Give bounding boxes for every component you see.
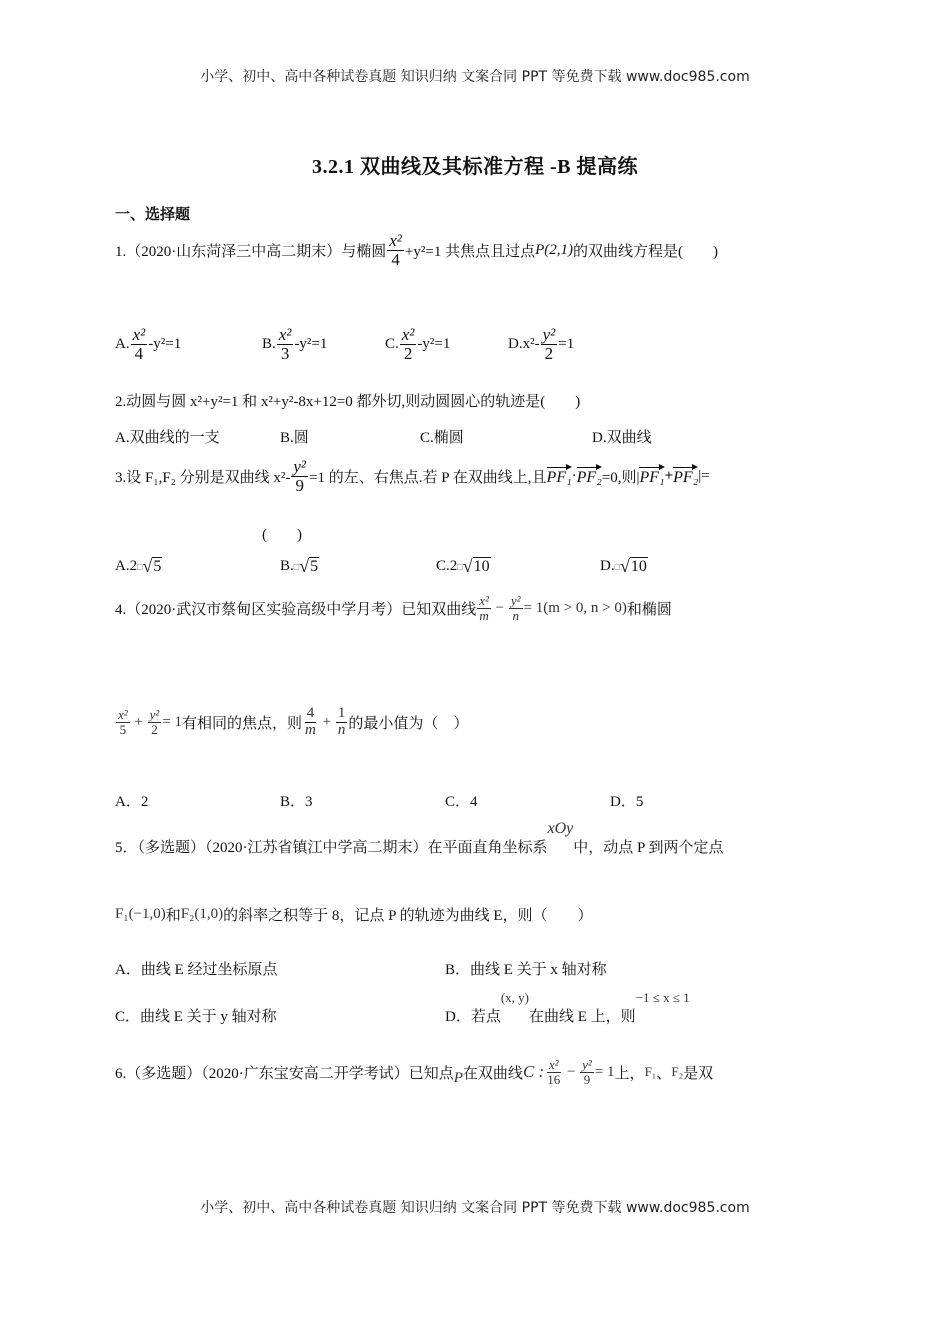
page-footer: 小学、初中、高中各种试卷真题 知识归纳 文案合同 PPT 等免费下载 www.doc985.com	[200, 1200, 750, 1216]
question-4: 4.（2020·武汉市蔡甸区实验高级中学月考）已知双曲线 $\frac{\text{x²}}{m}$ − $\frac{\text{y²}}{n}$ = 1(m > 0, n > 0) 和椭圆	[115, 593, 672, 623]
q2-option-a: A.双曲线的一支	[115, 430, 220, 446]
q4-option-a: A．2	[115, 794, 149, 810]
vector-pf1-sum: PF₁	[639, 465, 664, 487]
q1-option-b: B. $\frac{\text{x²}}{3}$ -y²=1	[262, 325, 328, 363]
q5-point-f2: F₂(1,0)	[180, 906, 224, 922]
q3-option-a: A.2 □ √ 5	[115, 556, 162, 576]
q1-stem-pre: 1.（2020·山东菏泽三中高二期末）与椭圆	[115, 243, 387, 260]
q5-xoy: xOy	[547, 819, 574, 837]
q5-option-a: A．曲线 E 经过坐标原点	[115, 962, 278, 978]
q5-option-b: B．曲线 E 关于 x 轴对称	[445, 962, 607, 978]
q4-option-b: B．3	[280, 794, 313, 810]
question-5-line-2: F₁(−1,0) 和 F₂(1,0) 的斜率之积等于 8，记点 P 的轨迹为曲线 E，则（ ）	[115, 906, 593, 924]
question-4-line-2: $\frac{\text{x²}}{5}$ + $\frac{\text{y²}}{2}$ = 1 有相同的焦点，则 $\frac{4}{m}$ + $\frac{1}{n}$ 的最小值为（ ）	[115, 706, 468, 739]
q3-answer-paren: ( )	[262, 527, 302, 543]
q4-hyperbola-equation: $\frac{\text{x²}}{m}$ − $\frac{\text{y²}}{n}$ = 1(m > 0, n > 0)	[479, 593, 627, 623]
q5-inequality: −1 ≤ x ≤ 1	[635, 989, 690, 1005]
q3-option-c: C.2 □ √ 10	[436, 556, 490, 576]
page-title: 3.2.1 双曲线及其标准方程 -B 提高练	[312, 156, 638, 178]
q1-stem-post: 的双曲线方程是( )	[572, 243, 718, 260]
q4-option-d: D．5	[610, 794, 644, 810]
q4-ellipse-equation: $\frac{\text{x²}}{5}$ + $\frac{\text{y²}}{2}$ = 1	[118, 707, 183, 737]
q5-point-xy: (x, y)	[500, 989, 530, 1005]
question-3: 3.设 F₁,F₂ 分别是双曲线 x²- $\frac{\text{y²}}{9}$ =1 的左、右焦点.若 P 在双曲线上,且 PF₁ · PF₂ =0,则| PF₁ + PF₂ |=	[115, 457, 710, 495]
q1-option-c: C. $\frac{\text{x²}}{2}$ -y²=1	[385, 325, 451, 363]
q4-option-c: C．4	[445, 794, 478, 810]
section-heading: 一、选择题	[115, 207, 191, 223]
q3-fraction: $\frac{\text{y²}}{9}$	[293, 457, 307, 495]
q4-expression: $\frac{4}{m}$ + $\frac{1}{n}$	[305, 705, 346, 738]
q1-stem-mid: +y²=1 共焦点且过点	[404, 243, 536, 260]
q5-option-c: C．曲线 E 关于 y 轴对称	[115, 1009, 277, 1025]
q3-option-b: B. □ √ 5	[280, 556, 319, 576]
page-header: 小学、初中、高中各种试卷真题 知识归纳 文案合同 PPT 等免费下载 www.doc985.com	[200, 69, 750, 85]
q2-option-d: D.双曲线	[592, 430, 652, 446]
q1-option-d: D.x²- $\frac{\text{y²}}{2}$ =1	[508, 325, 575, 363]
question-1	[115, 232, 718, 269]
vector-pf2-sum: PF₂	[673, 465, 698, 487]
q1-fraction: $\frac{\text{x²}}{4}$	[389, 231, 402, 269]
question-6: 6.（多选题）（2020·广东宝安高二开学考试）已知点 P 在双曲线 C : $\frac{\text{x²}}{16}$ − $\frac{\text{y²}}{9}$ = 1 上， F₁ 、 F₂ 是双	[115, 1057, 714, 1087]
q2-option-c: C.椭圆	[420, 430, 464, 446]
question-5: 5．（多选题）（2020·江苏省镇江中学高二期末）在平面直角坐标系 xOy 中，动点 P 到两个定点	[115, 819, 724, 856]
q5-option-d: D．若点 (x, y) 在曲线 E 上，则 −1 ≤ x ≤ 1	[445, 989, 690, 1025]
q1-option-a: A. $\frac{\text{x²}}{4}$ -y²=1	[115, 325, 182, 363]
vector-pf1: PF₁	[547, 465, 572, 487]
q3-option-d: D. □ √ 10	[600, 556, 647, 576]
q6-hyperbola-equation: C : $\frac{\text{x²}}{16}$ − $\frac{\text{y²}}{9}$ = 1	[522, 1057, 615, 1087]
q1-point: P(2,1)	[535, 241, 573, 258]
vector-pf2: PF₂	[577, 465, 602, 487]
q5-point-f1: F₁(−1,0)	[115, 906, 166, 922]
question-2: 2.动圆与圆 x²+y²=1 和 x²+y²-8x+12=0 都外切,则动圆圆心的轨迹是( )	[115, 394, 581, 410]
q2-option-b: B.圆	[280, 430, 309, 446]
